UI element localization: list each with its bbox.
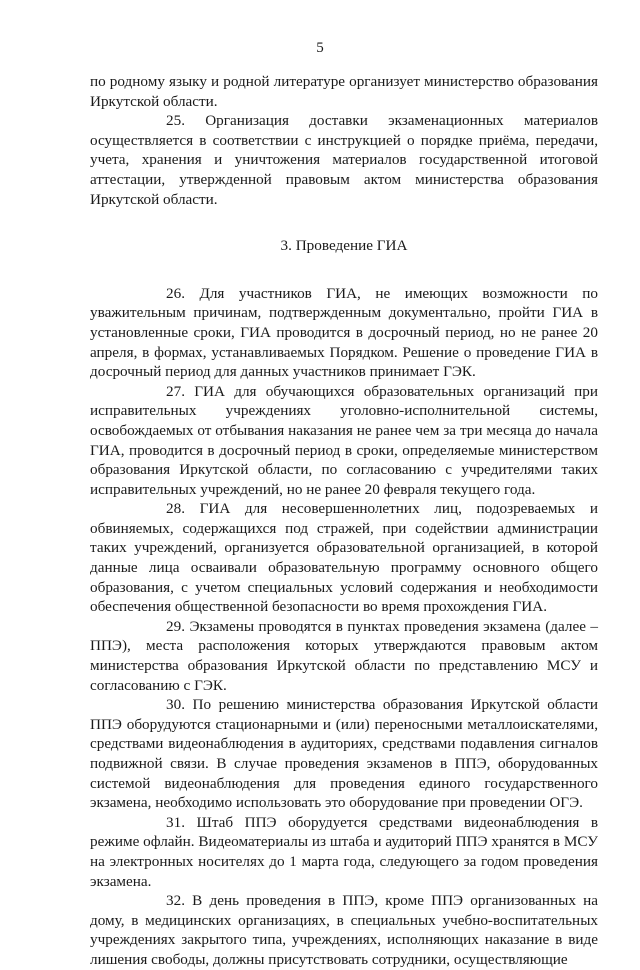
paragraph-text: Штаб ППЭ оборудуется средствами видеонаблюдения в режиме офлайн. Видеоматериалы из штаба и аудиторий ППЭ хранятся в МСУ на электронных носителях до 1 марта года, следующего за годом проведения экзамена. <box>90 813 598 890</box>
paragraph-number: 29. <box>166 617 185 635</box>
paragraph-28 <box>90 499 598 617</box>
paragraph-31 <box>90 813 598 891</box>
paragraph-number: 28. <box>166 500 185 518</box>
paragraph-text: по родному языку и родной литературе организует министерство образования Иркутской области. <box>90 73 598 110</box>
paragraph-30 <box>90 695 598 813</box>
document-body <box>90 72 598 970</box>
paragraph-27 <box>90 382 598 500</box>
paragraph-text: ГИА для несовершеннолетних лиц, подозреваемых и обвиняемых, содержащихся под стражей, при содействии администрации таких учреждений, организуется образовательной организацией, в которой данные лица осваивали образовательную программу основного общего образования, с учетом специальных условий содержания и необходимости обеспечения общественной безопасности во время прохождения ГИА. <box>90 500 598 616</box>
paragraph-continuation <box>90 72 598 111</box>
paragraph-text: ГИА для обучающихся образовательных организаций при исправительных учреждениях уголовно-исполнительной системы, освобождаемых от отбывания наказания не ранее чем за три месяца до начала ГИА, проводится в досрочный период в сроки, определяемые министерством образования Иркутской области, по согласованию с учредителями таких исправительных учреждений, но не ранее 20 февраля текущего года. <box>90 382 598 498</box>
paragraph-number: 26. <box>166 284 185 302</box>
paragraph-32 <box>90 891 598 969</box>
paragraph-number: 27. <box>166 382 185 400</box>
section-heading: 3. Проведение ГИА <box>280 237 408 255</box>
paragraph-text: Организация доставки экзаменационных материалов осуществляется в соответствии с инструкцией о порядке приёма, передачи, учета, хранения и уничтожения материалов государственной итоговой аттестации, утвержденной правовым актом министерства образования Иркутской области. <box>90 112 599 208</box>
paragraph-text: Для участников ГИА, не имеющих возможности по уважительным причинам, подтвержденным документально, пройти ГИА в установленные сроки, ГИА проводится в досрочный период, но не ранее 20 апреля, в формах, устанавливаемых Порядком. Решение о проведение ГИА в досрочный период для данных участников принимает ГЭК. <box>90 284 598 381</box>
paragraph-number: 30. <box>166 696 185 714</box>
paragraph-number: 25. <box>166 112 185 130</box>
paragraph-text: Экзамены проводятся в пунктах проведения экзамена (далее – ППЭ), места расположения которых утверждаются правовым актом министерства образования Иркутской области по представлению МСУ и согласованию с ГЭК. <box>90 617 598 694</box>
paragraph-26 <box>90 284 598 382</box>
page-number: 5 <box>316 40 324 56</box>
paragraph-25 <box>90 111 598 209</box>
paragraph-number: 31. <box>166 813 185 831</box>
paragraph-text: В день проведения в ППЭ, кроме ППЭ организованных на дому, в медицинских организациях, в специальных учебно-воспитательных учреждениях закрытого типа, учреждениях, исполняющих наказание в виде лишения свободы, должны присутствовать сотрудники, осуществляющие <box>90 892 599 968</box>
paragraph-text: По решению министерства образования Иркутской области ППЭ оборудуются стационарными и (или) переносными металлоискателями, средствами видеонаблюдения в аудиториях, средствами подавления сигналов подвижной связи. В случае проведения экзаменов в ППЭ, оборудованных системой видеонаблюдения для проведения единого государственного экзамена, необходимо использовать это оборудование при проведении ОГЭ. <box>90 696 598 812</box>
paragraph-number: 32. <box>166 892 185 910</box>
paragraph-29 <box>90 617 598 695</box>
